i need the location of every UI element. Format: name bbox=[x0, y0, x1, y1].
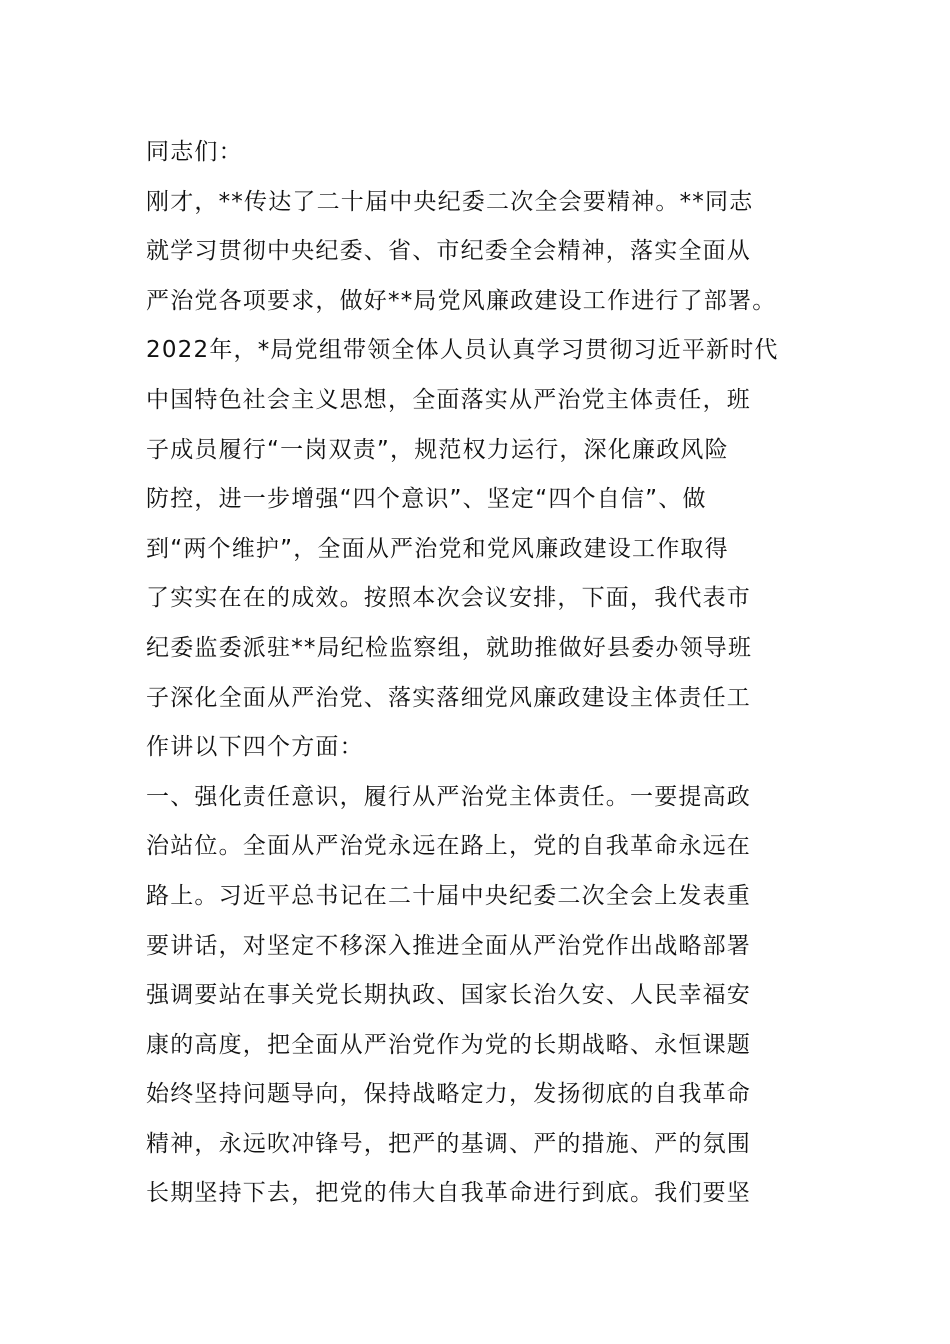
text-line: 始终坚持问题导向，保持战略定力，发扬彻底的自我革命 bbox=[146, 1081, 751, 1108]
text-line: 子成员履行“一岗双责”，规范权力运行，深化廉政风险 bbox=[146, 436, 729, 463]
text-line: 就学习贯彻中央纪委、省、市纪委全会精神，落实全面从 bbox=[146, 238, 751, 265]
text-line: 长期坚持下去，把党的伟大自我革命进行到底。我们要坚 bbox=[146, 1180, 751, 1207]
text-line: 作讲以下四个方面： bbox=[146, 734, 364, 761]
text-line: 纪委监委派驻**局纪检监察组，就助推做好县委办领导班 bbox=[146, 634, 753, 661]
text-line: 刚才，**传达了二十届中央纪委二次全会要精神。**同志 bbox=[146, 188, 754, 215]
text-line: 康的高度，把全面从严治党作为党的长期战略、永恒课题 bbox=[146, 1031, 751, 1058]
text-line: 防控，进一步增强“四个意识”、坚定“四个自信”、做 bbox=[146, 486, 707, 513]
text-line: 了实实在在的成效。按照本次会议安排，下面，我代表市 bbox=[146, 585, 751, 612]
text-line: 要讲话，对坚定不移深入推进全面从严治党作出战略部署 bbox=[146, 932, 751, 959]
text-line: 2022年，*局党组带领全体人员认真学习贯彻习近平新时代 bbox=[146, 337, 779, 364]
text-line: 中国特色社会主义思想，全面落实从严治党主体责任，班 bbox=[146, 386, 751, 413]
text-line: 到“两个维护”，全面从严治党和党风廉政建设工作取得 bbox=[146, 535, 729, 562]
text-line: 严治党各项要求，做好**局党风廉政建设工作进行了部署。 bbox=[146, 287, 777, 314]
text-line: 路上。习近平总书记在二十届中央纪委二次全会上发表重 bbox=[146, 882, 751, 909]
text-line: 同志们： bbox=[146, 139, 243, 165]
text-line: 精神，永远吹冲锋号，把严的基调、严的措施、严的氛围 bbox=[146, 1130, 751, 1157]
text-line: 一、强化责任意识，履行从严治党主体责任。一要提高政 bbox=[146, 783, 751, 810]
text-line: 子深化全面从严治党、落实落细党风廉政建设主体责任工 bbox=[146, 684, 751, 711]
document-body bbox=[146, 128, 826, 1219]
text-line: 治站位。全面从严治党永远在路上，党的自我革命永远在 bbox=[146, 833, 751, 860]
text-line: 强调要站在事关党长期执政、国家长治久安、人民幸福安 bbox=[146, 982, 751, 1009]
